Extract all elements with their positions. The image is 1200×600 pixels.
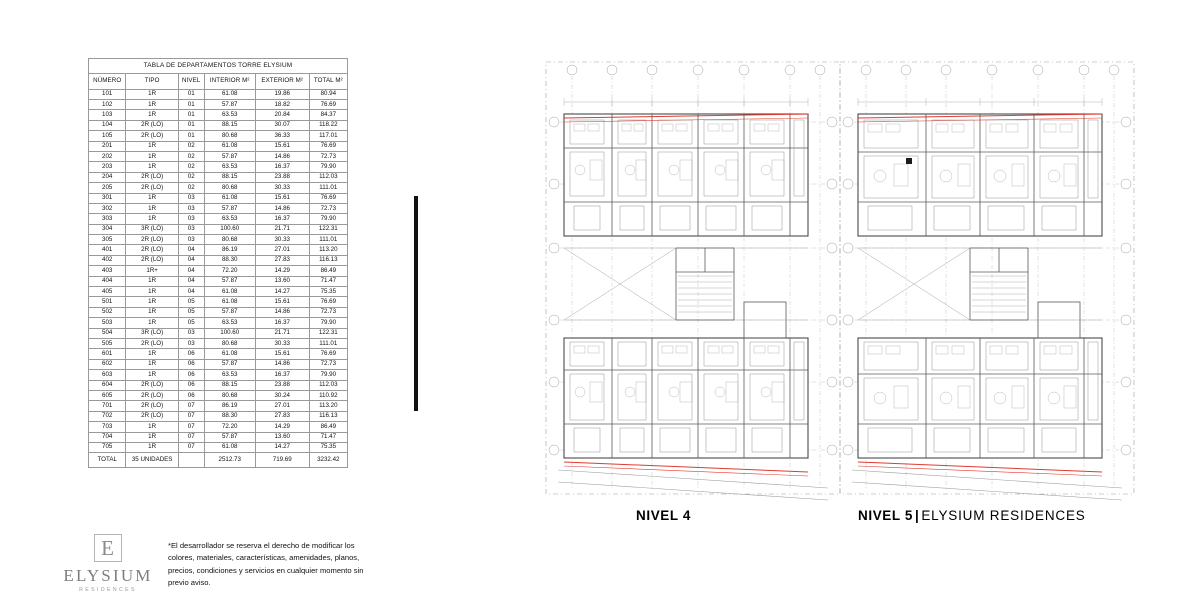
- table-cell-n-mero: 704: [89, 432, 126, 442]
- table-row: [89, 172, 348, 182]
- table-cell-exterior-m: 27.01: [255, 401, 309, 411]
- table-cell-tipo: 1R: [126, 318, 178, 328]
- table-cell-interior-m: 61.08: [204, 349, 255, 359]
- table-cell-interior-m: 61.08: [204, 193, 255, 203]
- table-cell-n-mero: 101: [89, 89, 126, 99]
- table-cell-interior-m: 63.53: [204, 370, 255, 380]
- table-cell-tipo: 1R: [126, 110, 178, 120]
- table-cell-total-m: 84.37: [309, 110, 347, 120]
- elysium-logo: [56, 534, 160, 593]
- apartment-table: [88, 58, 348, 468]
- table-cell-tipo: 2R (LO): [126, 131, 178, 141]
- table-cell-tipo: 2R (LO): [126, 235, 178, 245]
- table-cell-tipo: 1R: [126, 100, 178, 110]
- table-cell-n-mero: 205: [89, 183, 126, 193]
- table-cell-nivel: 06: [178, 390, 204, 400]
- table-cell-nivel: 06: [178, 349, 204, 359]
- table-cell-interior-m: 88.30: [204, 255, 255, 265]
- table-cell-total-m: 112.03: [309, 380, 347, 390]
- table-cell-tipo: 1R: [126, 359, 178, 369]
- table-cell-interior-m: 63.53: [204, 162, 255, 172]
- table-cell-n-mero: 104: [89, 120, 126, 130]
- table-cell-n-mero: 301: [89, 193, 126, 203]
- table-cell-total-m: 86.49: [309, 266, 347, 276]
- table-cell-tipo: 2R (LO): [126, 411, 178, 421]
- column-header-nivel: NIVEL: [178, 74, 204, 89]
- table-cell-n-mero: 605: [89, 390, 126, 400]
- table-row: [89, 328, 348, 338]
- table-row: [89, 297, 348, 307]
- table-cell-n-mero: 703: [89, 422, 126, 432]
- table-cell-exterior-m: 18.82: [255, 100, 309, 110]
- table-cell-interior-m: 86.19: [204, 401, 255, 411]
- floor-plan-drawing-left: [528, 52, 858, 507]
- table-cell-total-m: 72.73: [309, 203, 347, 213]
- table-cell-nivel: 07: [178, 422, 204, 432]
- caption-project-name: ELYSIUM RESIDENCES: [921, 508, 1086, 523]
- table-row: [89, 183, 348, 193]
- table-cell-exterior-m: 27.01: [255, 245, 309, 255]
- table-cell-nivel: 07: [178, 432, 204, 442]
- table-cell-tipo: 2R (LO): [126, 120, 178, 130]
- table-cell-interior-m: 72.20: [204, 266, 255, 276]
- table-cell-nivel: 04: [178, 245, 204, 255]
- table-cell-nivel: 01: [178, 89, 204, 99]
- table-cell-n-mero: 102: [89, 100, 126, 110]
- table-cell-nivel: 01: [178, 110, 204, 120]
- table-cell-interior-m: 88.30: [204, 411, 255, 421]
- table-total-cell: 35 UNIDADES: [126, 453, 178, 468]
- table-head: [89, 59, 348, 90]
- table-cell-nivel: 03: [178, 203, 204, 213]
- table-row: [89, 193, 348, 203]
- table-cell-total-m: 71.47: [309, 432, 347, 442]
- table-cell-interior-m: 80.68: [204, 390, 255, 400]
- table-cell-total-m: 110.92: [309, 390, 347, 400]
- table-total-row: [89, 453, 348, 468]
- table-cell-tipo: 2R (LO): [126, 380, 178, 390]
- table-cell-exterior-m: 16.37: [255, 214, 309, 224]
- table-cell-total-m: 111.01: [309, 235, 347, 245]
- table-cell-tipo: 1R: [126, 214, 178, 224]
- table-cell-nivel: 02: [178, 183, 204, 193]
- table-cell-n-mero: 604: [89, 380, 126, 390]
- table-cell-total-m: 76.69: [309, 100, 347, 110]
- table-cell-tipo: 2R (LO): [126, 245, 178, 255]
- table-cell-total-m: 122.31: [309, 328, 347, 338]
- table-row: [89, 338, 348, 348]
- table-cell-tipo: 1R: [126, 307, 178, 317]
- table-cell-exterior-m: 13.60: [255, 432, 309, 442]
- table-cell-interior-m: 61.08: [204, 297, 255, 307]
- column-header-numero: NÚMERO: [89, 74, 126, 89]
- table-row: [89, 214, 348, 224]
- column-header-exterior: EXTERIOR M²: [255, 74, 309, 89]
- table-cell-total-m: 72.73: [309, 151, 347, 161]
- table-cell-tipo: 2R (LO): [126, 183, 178, 193]
- table-cell-exterior-m: 30.33: [255, 338, 309, 348]
- table-row: [89, 266, 348, 276]
- table-cell-nivel: 03: [178, 235, 204, 245]
- table-total-cell: 3232.42: [309, 453, 347, 468]
- table-cell-n-mero: 401: [89, 245, 126, 255]
- apartment-table-panel: [88, 58, 348, 468]
- table-cell-interior-m: 63.53: [204, 214, 255, 224]
- table-cell-interior-m: 57.87: [204, 203, 255, 213]
- table-title-row: [89, 59, 348, 74]
- table-cell-interior-m: 100.60: [204, 224, 255, 234]
- table-cell-total-m: 75.35: [309, 442, 347, 452]
- table-cell-total-m: 71.47: [309, 276, 347, 286]
- table-cell-interior-m: 88.15: [204, 172, 255, 182]
- table-cell-exterior-m: 16.37: [255, 318, 309, 328]
- table-cell-nivel: 03: [178, 214, 204, 224]
- table-cell-total-m: 122.31: [309, 224, 347, 234]
- table-cell-tipo: 1R: [126, 370, 178, 380]
- table-cell-exterior-m: 20.84: [255, 110, 309, 120]
- table-cell-exterior-m: 19.86: [255, 89, 309, 99]
- table-cell-exterior-m: 27.83: [255, 411, 309, 421]
- table-cell-nivel: 02: [178, 162, 204, 172]
- table-cell-interior-m: 57.87: [204, 276, 255, 286]
- table-cell-exterior-m: 16.37: [255, 370, 309, 380]
- table-cell-total-m: 113.20: [309, 401, 347, 411]
- table-cell-tipo: 1R+: [126, 266, 178, 276]
- caption-nivel-4-text: NIVEL 4: [636, 508, 691, 523]
- table-row: [89, 141, 348, 151]
- table-cell-total-m: 86.49: [309, 422, 347, 432]
- table-cell-exterior-m: 30.07: [255, 120, 309, 130]
- table-row: [89, 131, 348, 141]
- table-row: [89, 110, 348, 120]
- table-cell-nivel: 02: [178, 172, 204, 182]
- table-row: [89, 120, 348, 130]
- table-cell-total-m: 117.01: [309, 131, 347, 141]
- table-title: TABLA DE DEPARTAMENTOS TORRE ELYSIUM: [89, 59, 348, 74]
- floor-plan-canvas-left: [528, 52, 858, 507]
- table-cell-n-mero: 502: [89, 307, 126, 317]
- table-row: [89, 224, 348, 234]
- table-cell-n-mero: 403: [89, 266, 126, 276]
- table-cell-interior-m: 100.60: [204, 328, 255, 338]
- table-row: [89, 276, 348, 286]
- table-cell-exterior-m: 14.29: [255, 422, 309, 432]
- table-cell-interior-m: 57.87: [204, 359, 255, 369]
- table-cell-total-m: 118.22: [309, 120, 347, 130]
- table-cell-total-m: 80.94: [309, 89, 347, 99]
- table-cell-n-mero: 505: [89, 338, 126, 348]
- table-cell-tipo: 3R (LO): [126, 224, 178, 234]
- table-cell-exterior-m: 16.37: [255, 162, 309, 172]
- table-cell-n-mero: 702: [89, 411, 126, 421]
- table-cell-total-m: 76.69: [309, 141, 347, 151]
- table-cell-n-mero: 603: [89, 370, 126, 380]
- table-cell-n-mero: 701: [89, 401, 126, 411]
- table-row: [89, 359, 348, 369]
- table-cell-exterior-m: 15.61: [255, 193, 309, 203]
- table-cell-nivel: 04: [178, 255, 204, 265]
- table-cell-interior-m: 80.68: [204, 131, 255, 141]
- table-cell-tipo: 3R (LO): [126, 328, 178, 338]
- table-cell-exterior-m: 30.33: [255, 235, 309, 245]
- table-cell-nivel: 05: [178, 318, 204, 328]
- table-cell-nivel: 03: [178, 338, 204, 348]
- table-cell-tipo: 1R: [126, 442, 178, 452]
- table-cell-interior-m: 88.15: [204, 120, 255, 130]
- floor-plan-nivel-4: [528, 52, 858, 507]
- table-cell-exterior-m: 27.83: [255, 255, 309, 265]
- table-cell-total-m: 79.90: [309, 370, 347, 380]
- caption-nivel-4: [636, 508, 691, 523]
- table-cell-exterior-m: 15.61: [255, 297, 309, 307]
- vertical-divider: [414, 196, 418, 411]
- table-cell-interior-m: 57.87: [204, 432, 255, 442]
- table-cell-tipo: 1R: [126, 432, 178, 442]
- table-cell-nivel: 06: [178, 359, 204, 369]
- table-cell-tipo: 2R (LO): [126, 390, 178, 400]
- table-cell-tipo: 2R (LO): [126, 401, 178, 411]
- table-cell-n-mero: 305: [89, 235, 126, 245]
- table-cell-total-m: 111.01: [309, 338, 347, 348]
- table-cell-exterior-m: 14.86: [255, 151, 309, 161]
- table-row: [89, 307, 348, 317]
- floor-plan-canvas-right: [822, 52, 1152, 507]
- table-cell-nivel: 04: [178, 287, 204, 297]
- table-cell-n-mero: 202: [89, 151, 126, 161]
- table-row: [89, 422, 348, 432]
- table-row: [89, 442, 348, 452]
- table-cell-interior-m: 61.08: [204, 287, 255, 297]
- table-row: [89, 390, 348, 400]
- table-cell-total-m: 79.90: [309, 162, 347, 172]
- table-total-cell: TOTAL: [89, 453, 126, 468]
- table-cell-exterior-m: 14.86: [255, 203, 309, 213]
- table-cell-nivel: 06: [178, 370, 204, 380]
- column-header-interior: INTERIOR M²: [204, 74, 255, 89]
- table-cell-exterior-m: 36.33: [255, 131, 309, 141]
- table-cell-total-m: 113.20: [309, 245, 347, 255]
- table-cell-interior-m: 61.08: [204, 89, 255, 99]
- table-cell-nivel: 02: [178, 151, 204, 161]
- table-cell-n-mero: 601: [89, 349, 126, 359]
- table-cell-total-m: 75.35: [309, 287, 347, 297]
- table-cell-exterior-m: 30.24: [255, 390, 309, 400]
- table-row: [89, 318, 348, 328]
- table-cell-n-mero: 503: [89, 318, 126, 328]
- table-cell-nivel: 01: [178, 100, 204, 110]
- table-cell-exterior-m: 14.86: [255, 307, 309, 317]
- table-cell-nivel: 02: [178, 141, 204, 151]
- table-cell-tipo: 1R: [126, 141, 178, 151]
- table-cell-n-mero: 705: [89, 442, 126, 452]
- table-cell-exterior-m: 13.60: [255, 276, 309, 286]
- table-cell-tipo: 2R (LO): [126, 172, 178, 182]
- table-cell-interior-m: 88.15: [204, 380, 255, 390]
- column-header-tipo: TIPO: [126, 74, 178, 89]
- table-cell-interior-m: 61.08: [204, 442, 255, 452]
- disclaimer-text: *El desarrollador se reserva el derecho de modificar los colores, materiales, características, amenidades, planos, precios, condiciones y servicios en cualquier momento sin previo aviso.: [168, 541, 364, 587]
- table-cell-total-m: 79.90: [309, 318, 347, 328]
- table-cell-n-mero: 204: [89, 172, 126, 182]
- table-cell-exterior-m: 23.88: [255, 380, 309, 390]
- table-cell-interior-m: 57.87: [204, 151, 255, 161]
- table-cell-exterior-m: 15.61: [255, 349, 309, 359]
- table-cell-nivel: 01: [178, 120, 204, 130]
- table-cell-interior-m: 63.53: [204, 110, 255, 120]
- table-row: [89, 245, 348, 255]
- table-cell-tipo: 1R: [126, 162, 178, 172]
- table-cell-n-mero: 602: [89, 359, 126, 369]
- table-cell-n-mero: 303: [89, 214, 126, 224]
- table-cell-nivel: 07: [178, 442, 204, 452]
- table-row: [89, 287, 348, 297]
- table-cell-nivel: 05: [178, 307, 204, 317]
- table-cell-n-mero: 504: [89, 328, 126, 338]
- table-cell-exterior-m: 23.88: [255, 172, 309, 182]
- logo-wordmark: ELYSIUM: [63, 566, 153, 585]
- table-cell-nivel: 07: [178, 401, 204, 411]
- table-cell-n-mero: 402: [89, 255, 126, 265]
- table-row: [89, 401, 348, 411]
- table-row: [89, 203, 348, 213]
- table-cell-n-mero: 405: [89, 287, 126, 297]
- table-row: [89, 162, 348, 172]
- table-row: [89, 432, 348, 442]
- table-row: [89, 370, 348, 380]
- table-cell-n-mero: 105: [89, 131, 126, 141]
- logo-monogram-icon: E: [94, 534, 122, 562]
- table-cell-total-m: 76.69: [309, 193, 347, 203]
- table-cell-tipo: 2R (LO): [126, 255, 178, 265]
- table-cell-tipo: 1R: [126, 203, 178, 213]
- table-total-cell: [178, 453, 204, 468]
- table-total-cell: 719.69: [255, 453, 309, 468]
- table-cell-exterior-m: 14.29: [255, 266, 309, 276]
- table-row: [89, 380, 348, 390]
- table-cell-total-m: 76.69: [309, 297, 347, 307]
- table-cell-interior-m: 57.87: [204, 307, 255, 317]
- table-cell-n-mero: 501: [89, 297, 126, 307]
- table-cell-nivel: 03: [178, 224, 204, 234]
- table-cell-interior-m: 80.68: [204, 338, 255, 348]
- logo-subtitle: RESIDENCES: [79, 587, 137, 593]
- column-header-total: TOTAL M²: [309, 74, 347, 89]
- table-cell-n-mero: 203: [89, 162, 126, 172]
- table-body: [89, 89, 348, 468]
- table-cell-total-m: 76.69: [309, 349, 347, 359]
- table-cell-nivel: 06: [178, 380, 204, 390]
- table-cell-exterior-m: 15.61: [255, 141, 309, 151]
- table-cell-n-mero: 404: [89, 276, 126, 286]
- table-row: [89, 255, 348, 265]
- table-cell-tipo: 1R: [126, 287, 178, 297]
- table-row: [89, 100, 348, 110]
- table-cell-n-mero: 304: [89, 224, 126, 234]
- table-cell-tipo: 1R: [126, 422, 178, 432]
- table-cell-total-m: 111.01: [309, 183, 347, 193]
- table-cell-total-m: 72.73: [309, 307, 347, 317]
- table-cell-nivel: 05: [178, 297, 204, 307]
- table-cell-total-m: 112.03: [309, 172, 347, 182]
- floor-plan-drawing-right: [822, 52, 1152, 507]
- table-cell-n-mero: 302: [89, 203, 126, 213]
- floor-plan-nivel-5: [822, 52, 1152, 507]
- table-cell-nivel: 03: [178, 193, 204, 203]
- table-cell-total-m: 116.13: [309, 411, 347, 421]
- caption-nivel-5-text: NIVEL 5: [858, 508, 913, 523]
- table-cell-nivel: 01: [178, 131, 204, 141]
- table-cell-nivel: 07: [178, 411, 204, 421]
- table-cell-tipo: 1R: [126, 151, 178, 161]
- table-cell-exterior-m: 21.71: [255, 224, 309, 234]
- table-cell-tipo: 1R: [126, 89, 178, 99]
- table-cell-exterior-m: 21.71: [255, 328, 309, 338]
- table-row: [89, 151, 348, 161]
- table-total-cell: 2512.73: [204, 453, 255, 468]
- table-cell-total-m: 79.90: [309, 214, 347, 224]
- table-cell-interior-m: 86.19: [204, 245, 255, 255]
- table-cell-exterior-m: 14.27: [255, 287, 309, 297]
- table-row: [89, 411, 348, 421]
- table-cell-exterior-m: 14.27: [255, 442, 309, 452]
- table-cell-n-mero: 103: [89, 110, 126, 120]
- table-cell-tipo: 1R: [126, 349, 178, 359]
- table-cell-interior-m: 61.08: [204, 141, 255, 151]
- table-row: [89, 89, 348, 99]
- table-cell-n-mero: 201: [89, 141, 126, 151]
- table-row: [89, 235, 348, 245]
- table-cell-interior-m: 57.87: [204, 100, 255, 110]
- table-cell-tipo: 2R (LO): [126, 338, 178, 348]
- table-cell-nivel: 03: [178, 328, 204, 338]
- table-cell-interior-m: 80.68: [204, 235, 255, 245]
- table-cell-tipo: 1R: [126, 193, 178, 203]
- table-cell-nivel: 04: [178, 266, 204, 276]
- table-cell-exterior-m: 30.33: [255, 183, 309, 193]
- table-cell-exterior-m: 14.86: [255, 359, 309, 369]
- caption-separator: |: [914, 508, 920, 523]
- table-cell-interior-m: 80.68: [204, 183, 255, 193]
- table-cell-tipo: 1R: [126, 276, 178, 286]
- table-cell-total-m: 72.73: [309, 359, 347, 369]
- table-cell-total-m: 116.13: [309, 255, 347, 265]
- caption-nivel-5: [858, 508, 1086, 523]
- table-header-row: [89, 74, 348, 89]
- table-cell-interior-m: 72.20: [204, 422, 255, 432]
- table-cell-nivel: 04: [178, 276, 204, 286]
- table-cell-tipo: 1R: [126, 297, 178, 307]
- table-row: [89, 349, 348, 359]
- table-cell-interior-m: 63.53: [204, 318, 255, 328]
